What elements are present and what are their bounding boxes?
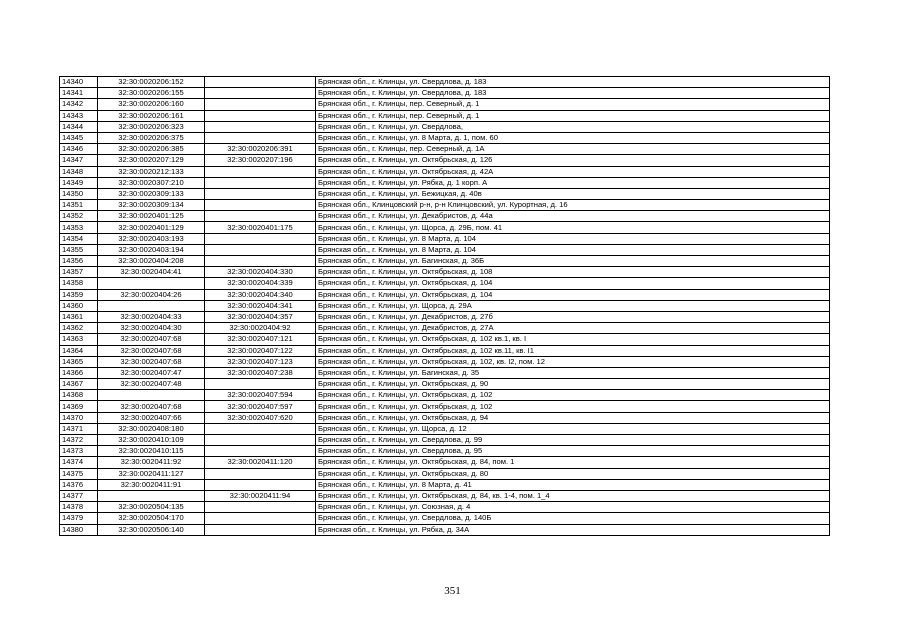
cadastral-number-cell: 32:30:0020206:385 <box>98 144 205 155</box>
linked-cadastral-number-cell: 32:30:0020404:92 <box>205 323 316 334</box>
table-row <box>60 524 830 535</box>
table-row <box>60 166 830 177</box>
address-cell: Брянская обл., г. Клинцы, ул. Свердлова, д. 140Б <box>316 513 830 524</box>
cadastral-number-cell: 32:30:0020404:208 <box>98 256 205 267</box>
address-cell: Брянская обл., г. Клинцы, ул. Свердлова, д. 99 <box>316 435 830 446</box>
address-cell: Брянская обл., г. Клинцы, ул. Октябрьская, д. 126 <box>316 155 830 166</box>
linked-cadastral-number-cell: 32:30:0020407:597 <box>205 401 316 412</box>
row-number-cell: 14342 <box>60 99 98 110</box>
address-cell: Брянская обл., г. Клинцы, ул. 8 Марта, д. 1, пом. 60 <box>316 132 830 143</box>
row-number-cell: 14343 <box>60 110 98 121</box>
row-number-cell: 14355 <box>60 244 98 255</box>
row-number-cell: 14352 <box>60 211 98 222</box>
address-cell: Брянская обл., г. Клинцы, ул. 8 Марта, д. 104 <box>316 233 830 244</box>
linked-cadastral-number-cell <box>205 88 316 99</box>
address-cell: Брянская обл., г. Клинцы, ул. Октябрьская, д. 102 кв.1, кв. I <box>316 334 830 345</box>
table-row <box>60 323 830 334</box>
table-row <box>60 110 830 121</box>
table-row <box>60 278 830 289</box>
linked-cadastral-number-cell: 32:30:0020404:330 <box>205 267 316 278</box>
row-number-cell: 14346 <box>60 144 98 155</box>
address-cell: Брянская обл., г. Клинцы, ул. Октябрьская, д. 42А <box>316 166 830 177</box>
cadastral-number-cell: 32:30:0020207:129 <box>98 155 205 166</box>
table-row <box>60 468 830 479</box>
table-row <box>60 446 830 457</box>
address-cell: Брянская обл., г. Клинцы, ул. Октябрьская, д. 84, пом. 1 <box>316 457 830 468</box>
address-cell: Брянская обл., г. Клинцы, ул. Бежицкая, д. 40в <box>316 188 830 199</box>
registry-table-body <box>60 77 830 536</box>
table-row <box>60 256 830 267</box>
row-number-cell: 14362 <box>60 323 98 334</box>
cadastral-number-cell: 32:30:0020410:115 <box>98 446 205 457</box>
cadastral-number-cell: 32:30:0020401:125 <box>98 211 205 222</box>
linked-cadastral-number-cell <box>205 233 316 244</box>
row-number-cell: 14380 <box>60 524 98 535</box>
table-row <box>60 121 830 132</box>
table-row <box>60 267 830 278</box>
table-row <box>60 334 830 345</box>
address-cell: Брянская обл., г. Клинцы, ул. Октябрьская, д. 102 кв.11, кв. I1 <box>316 345 830 356</box>
address-cell: Брянская обл., г. Клинцы, ул. Щорса, д. 29А <box>316 300 830 311</box>
linked-cadastral-number-cell <box>205 379 316 390</box>
table-row <box>60 457 830 468</box>
cadastral-number-cell: 32:30:0020206:375 <box>98 132 205 143</box>
row-number-cell: 14358 <box>60 278 98 289</box>
table-row <box>60 356 830 367</box>
address-cell: Брянская обл., г. Клинцы, пер. Северный, д. 1 <box>316 110 830 121</box>
table-row <box>60 144 830 155</box>
linked-cadastral-number-cell <box>205 110 316 121</box>
cadastral-number-cell: 32:30:0020411:92 <box>98 457 205 468</box>
table-row <box>60 77 830 88</box>
cadastral-number-cell: 32:30:0020407:68 <box>98 356 205 367</box>
linked-cadastral-number-cell: 32:30:0020207:196 <box>205 155 316 166</box>
address-cell: Брянская обл., г. Клинцы, ул. Октябрьская, д. 104 <box>316 278 830 289</box>
row-number-cell: 14365 <box>60 356 98 367</box>
address-cell: Брянская обл., г. Клинцы, ул. Союзная, д. 4 <box>316 502 830 513</box>
address-cell: Брянская обл., г. Клинцы, ул. Рябка, д. 34А <box>316 524 830 535</box>
table-row <box>60 412 830 423</box>
table-row <box>60 88 830 99</box>
table-row <box>60 289 830 300</box>
row-number-cell: 14349 <box>60 177 98 188</box>
row-number-cell: 14378 <box>60 502 98 513</box>
cadastral-number-cell: 32:30:0020407:47 <box>98 367 205 378</box>
row-number-cell: 14340 <box>60 77 98 88</box>
address-cell: Брянская обл., г. Клинцы, ул. Щорса, д. 12 <box>316 423 830 434</box>
cadastral-number-cell <box>98 490 205 501</box>
cadastral-number-cell: 32:30:0020407:66 <box>98 412 205 423</box>
table-row <box>60 490 830 501</box>
table-row <box>60 99 830 110</box>
linked-cadastral-number-cell <box>205 121 316 132</box>
table-row <box>60 423 830 434</box>
linked-cadastral-number-cell: 32:30:0020404:357 <box>205 311 316 322</box>
table-row <box>60 188 830 199</box>
cadastral-number-cell <box>98 390 205 401</box>
linked-cadastral-number-cell: 32:30:0020407:122 <box>205 345 316 356</box>
linked-cadastral-number-cell: 32:30:0020404:340 <box>205 289 316 300</box>
address-cell: Брянская обл., г. Клинцы, ул. Октябрьская, д. 84, кв. 1-4, пом. 1_4 <box>316 490 830 501</box>
cadastral-number-cell: 32:30:0020404:30 <box>98 323 205 334</box>
row-number-cell: 14356 <box>60 256 98 267</box>
property-registry-table <box>59 76 830 536</box>
row-number-cell: 14376 <box>60 479 98 490</box>
linked-cadastral-number-cell: 32:30:0020401:175 <box>205 222 316 233</box>
row-number-cell: 14351 <box>60 200 98 211</box>
table-row <box>60 177 830 188</box>
address-cell: Брянская обл., г. Клинцы, ул. Декабристов, д. 27б <box>316 311 830 322</box>
address-cell: Брянская обл., г. Клинцы, ул. 8 Марта, д. 41 <box>316 479 830 490</box>
row-number-cell: 14361 <box>60 311 98 322</box>
address-cell: Брянская обл., г. Клинцы, ул. Декабристов, д. 27А <box>316 323 830 334</box>
address-cell: Брянская обл., г. Клинцы, ул. Октябрьская, д. 80 <box>316 468 830 479</box>
linked-cadastral-number-cell <box>205 200 316 211</box>
linked-cadastral-number-cell <box>205 513 316 524</box>
address-cell: Брянская обл., г. Клинцы, ул. Октябрьская, д. 102 <box>316 401 830 412</box>
row-number-cell: 14372 <box>60 435 98 446</box>
table-row <box>60 367 830 378</box>
linked-cadastral-number-cell <box>205 244 316 255</box>
linked-cadastral-number-cell: 32:30:0020407:594 <box>205 390 316 401</box>
linked-cadastral-number-cell: 32:30:0020404:339 <box>205 278 316 289</box>
address-cell: Брянская обл., г. Клинцы, ул. Свердлова, д. 183 <box>316 88 830 99</box>
row-number-cell: 14370 <box>60 412 98 423</box>
table-row <box>60 311 830 322</box>
table-row <box>60 200 830 211</box>
row-number-cell: 14345 <box>60 132 98 143</box>
cadastral-number-cell: 32:30:0020408:180 <box>98 423 205 434</box>
linked-cadastral-number-cell: 32:30:0020206:391 <box>205 144 316 155</box>
row-number-cell: 14374 <box>60 457 98 468</box>
table-row <box>60 300 830 311</box>
linked-cadastral-number-cell <box>205 435 316 446</box>
table-row <box>60 233 830 244</box>
address-cell: Брянская обл., г. Клинцы, ул. Багинская, д. 35 <box>316 367 830 378</box>
table-row <box>60 155 830 166</box>
table-row <box>60 502 830 513</box>
row-number-cell: 14373 <box>60 446 98 457</box>
cadastral-number-cell: 32:30:0020403:194 <box>98 244 205 255</box>
address-cell: Брянская обл., г. Клинцы, пер. Северный, д. 1 <box>316 99 830 110</box>
row-number-cell: 14369 <box>60 401 98 412</box>
linked-cadastral-number-cell <box>205 166 316 177</box>
linked-cadastral-number-cell <box>205 502 316 513</box>
linked-cadastral-number-cell: 32:30:0020407:123 <box>205 356 316 367</box>
address-cell: Брянская обл., г. Клинцы, ул. Октябрьская, д. 108 <box>316 267 830 278</box>
cadastral-number-cell: 32:30:0020403:193 <box>98 233 205 244</box>
address-cell: Брянская обл., г. Клинцы, ул. Багинская, д. 36Б <box>316 256 830 267</box>
linked-cadastral-number-cell <box>205 132 316 143</box>
row-number-cell: 14367 <box>60 379 98 390</box>
cadastral-number-cell: 32:30:0020407:68 <box>98 401 205 412</box>
cadastral-number-cell: 32:30:0020401:129 <box>98 222 205 233</box>
cadastral-number-cell: 32:30:0020407:48 <box>98 379 205 390</box>
cadastral-number-cell <box>98 300 205 311</box>
cadastral-number-cell: 32:30:0020309:133 <box>98 188 205 199</box>
row-number-cell: 14348 <box>60 166 98 177</box>
table-row <box>60 345 830 356</box>
cadastral-number-cell: 32:30:0020407:68 <box>98 334 205 345</box>
cadastral-number-cell: 32:30:0020206:152 <box>98 77 205 88</box>
row-number-cell: 14357 <box>60 267 98 278</box>
linked-cadastral-number-cell <box>205 468 316 479</box>
cadastral-number-cell: 32:30:0020212:133 <box>98 166 205 177</box>
linked-cadastral-number-cell: 32:30:0020407:121 <box>205 334 316 345</box>
cadastral-number-cell: 32:30:0020506:140 <box>98 524 205 535</box>
address-cell: Брянская обл., г. Клинцы, ул. Октябрьская, д. 104 <box>316 289 830 300</box>
row-number-cell: 14377 <box>60 490 98 501</box>
row-number-cell: 14347 <box>60 155 98 166</box>
cadastral-number-cell: 32:30:0020307:210 <box>98 177 205 188</box>
linked-cadastral-number-cell <box>205 99 316 110</box>
cadastral-number-cell: 32:30:0020411:127 <box>98 468 205 479</box>
table-row <box>60 132 830 143</box>
linked-cadastral-number-cell <box>205 256 316 267</box>
address-cell: Брянская обл., г. Клинцы, ул. Октябрьская, д. 94 <box>316 412 830 423</box>
linked-cadastral-number-cell <box>205 446 316 457</box>
address-cell: Брянская обл., г. Клинцы, ул. 8 Марта, д. 104 <box>316 244 830 255</box>
linked-cadastral-number-cell: 32:30:0020407:238 <box>205 367 316 378</box>
row-number-cell: 14350 <box>60 188 98 199</box>
linked-cadastral-number-cell: 32:30:0020411:120 <box>205 457 316 468</box>
address-cell: Брянская обл., г. Клинцы, ул. Свердлова, д. 95 <box>316 446 830 457</box>
table-row <box>60 435 830 446</box>
cadastral-number-cell: 32:30:0020404:26 <box>98 289 205 300</box>
address-cell: Брянская обл., г. Клинцы, ул. Рябка, д. 1 корп. А <box>316 177 830 188</box>
address-cell: Брянская обл., г. Клинцы, ул. Свердлова, д. 183 <box>316 77 830 88</box>
table-row <box>60 244 830 255</box>
row-number-cell: 14354 <box>60 233 98 244</box>
row-number-cell: 14360 <box>60 300 98 311</box>
address-cell: Брянская обл., г. Клинцы, ул. Октябрьская, д. 102 <box>316 390 830 401</box>
row-number-cell: 14353 <box>60 222 98 233</box>
linked-cadastral-number-cell <box>205 479 316 490</box>
cadastral-number-cell: 32:30:0020404:41 <box>98 267 205 278</box>
row-number-cell: 14344 <box>60 121 98 132</box>
linked-cadastral-number-cell <box>205 77 316 88</box>
linked-cadastral-number-cell <box>205 177 316 188</box>
cadastral-number-cell <box>98 278 205 289</box>
row-number-cell: 14364 <box>60 345 98 356</box>
cadastral-number-cell: 32:30:0020206:161 <box>98 110 205 121</box>
cadastral-number-cell: 32:30:0020410:109 <box>98 435 205 446</box>
linked-cadastral-number-cell <box>205 524 316 535</box>
cadastral-number-cell: 32:30:0020411:91 <box>98 479 205 490</box>
row-number-cell: 14359 <box>60 289 98 300</box>
table-row <box>60 211 830 222</box>
row-number-cell: 14366 <box>60 367 98 378</box>
cadastral-number-cell: 32:30:0020309:134 <box>98 200 205 211</box>
address-cell: Брянская обл., Клинцовский р-н, р-н Клинцовский, ул. Курортная, д. 16 <box>316 200 830 211</box>
cadastral-number-cell: 32:30:0020504:170 <box>98 513 205 524</box>
linked-cadastral-number-cell <box>205 423 316 434</box>
linked-cadastral-number-cell: 32:30:0020407:620 <box>205 412 316 423</box>
linked-cadastral-number-cell: 32:30:0020411:94 <box>205 490 316 501</box>
row-number-cell: 14368 <box>60 390 98 401</box>
cadastral-number-cell: 32:30:0020504:135 <box>98 502 205 513</box>
address-cell: Брянская обл., г. Клинцы, ул. Свердлова, <box>316 121 830 132</box>
table-row <box>60 390 830 401</box>
address-cell: Брянская обл., г. Клинцы, ул. Октябрьская, д. 102, кв. I2, пом. 12 <box>316 356 830 367</box>
linked-cadastral-number-cell <box>205 188 316 199</box>
address-cell: Брянская обл., г. Клинцы, ул. Декабристов, д. 44а <box>316 211 830 222</box>
cadastral-number-cell: 32:30:0020407:68 <box>98 345 205 356</box>
address-cell: Брянская обл., г. Клинцы, ул. Щорса, д. 29Б, пом. 41 <box>316 222 830 233</box>
cadastral-number-cell: 32:30:0020206:160 <box>98 99 205 110</box>
table-row <box>60 479 830 490</box>
cadastral-number-cell: 32:30:0020206:323 <box>98 121 205 132</box>
linked-cadastral-number-cell: 32:30:0020404:341 <box>205 300 316 311</box>
row-number-cell: 14363 <box>60 334 98 345</box>
row-number-cell: 14379 <box>60 513 98 524</box>
cadastral-number-cell: 32:30:0020206:155 <box>98 88 205 99</box>
row-number-cell: 14341 <box>60 88 98 99</box>
page-number: 351 <box>444 585 461 597</box>
row-number-cell: 14375 <box>60 468 98 479</box>
table-row <box>60 513 830 524</box>
table-row <box>60 401 830 412</box>
table-row <box>60 222 830 233</box>
cadastral-number-cell: 32:30:0020404:33 <box>98 311 205 322</box>
row-number-cell: 14371 <box>60 423 98 434</box>
linked-cadastral-number-cell <box>205 211 316 222</box>
table-row <box>60 379 830 390</box>
address-cell: Брянская обл., г. Клинцы, ул. Октябрьская, д. 90 <box>316 379 830 390</box>
address-cell: Брянская обл., г. Клинцы, пер. Северный, д. 1А <box>316 144 830 155</box>
